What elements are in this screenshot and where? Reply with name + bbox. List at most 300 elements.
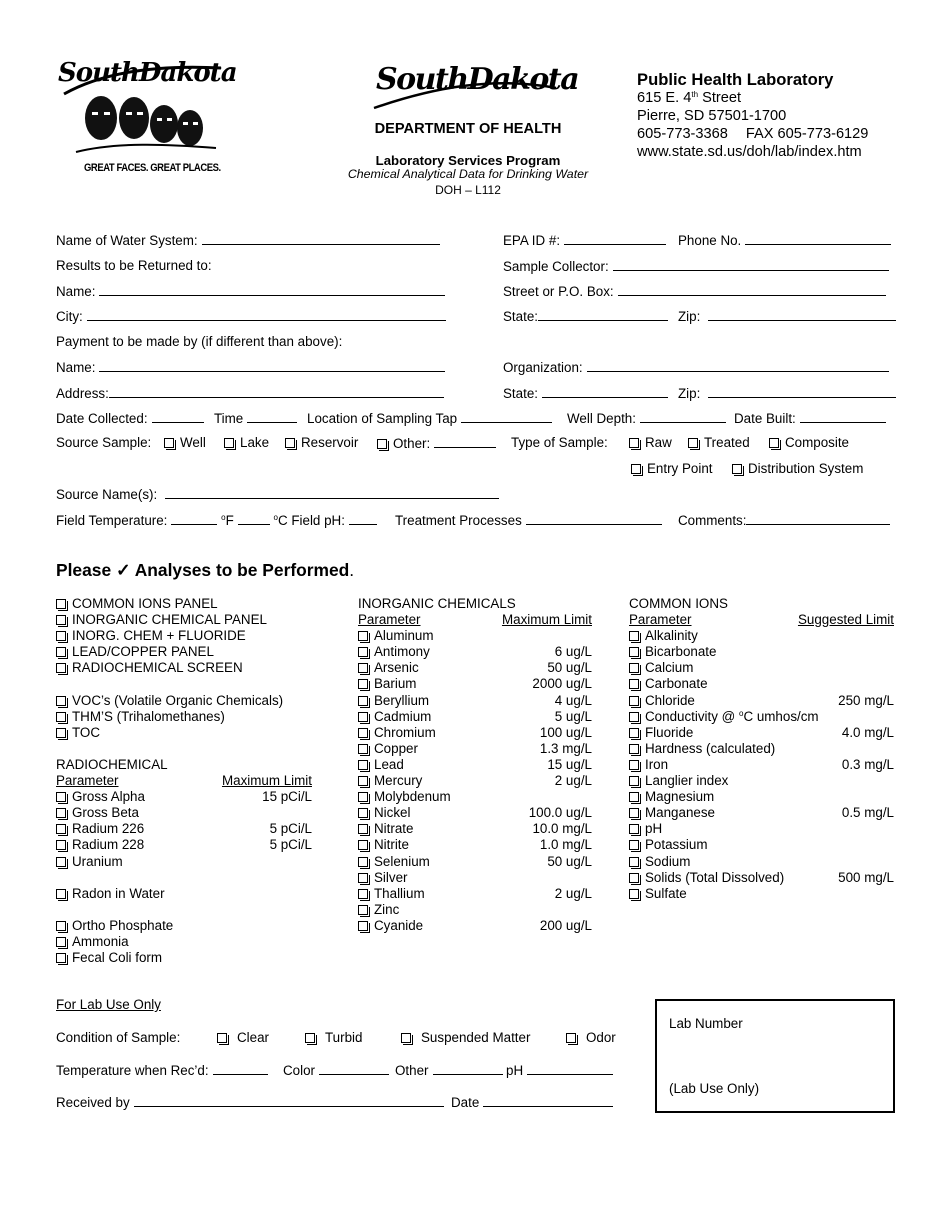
field-temp-label: Field Temperature: $^o$F $^o$C Field pH: [56, 512, 377, 528]
carbonate-checkbox-label: Carbonate [645, 676, 708, 692]
date-built-label: Date Built: [734, 410, 886, 426]
check-mark-icon: ✓ [115, 560, 131, 580]
date-lab-field[interactable] [483, 1094, 613, 1107]
gross-alpha-checkbox-limit: 15 pCi/L [262, 789, 312, 805]
uranium-checkbox[interactable] [56, 854, 312, 870]
clear-checkbox[interactable]: Clear [217, 1030, 269, 1045]
payer-state-field[interactable] [542, 385, 668, 398]
row-name2 [56, 359, 894, 377]
manganese-checkbox-limit: 0.5 mg/L [841, 805, 894, 821]
well-checkbox[interactable]: Well [164, 435, 206, 450]
lab-phone: 605-773-3368 [637, 126, 728, 142]
aluminum-checkbox-icon [358, 631, 368, 641]
row-source-sample [56, 435, 894, 453]
inorganic-chemical-panel-checkbox-label: INORGANIC CHEMICAL PANEL [72, 612, 267, 628]
field-temp-c-field[interactable] [238, 512, 270, 525]
uranium-checkbox-label: Uranium [72, 853, 123, 869]
date-lab-label: Date [451, 1094, 613, 1110]
city-field[interactable] [87, 308, 446, 321]
date-collected-label: Date Collected: [56, 410, 204, 426]
radiochemical-screen-checkbox[interactable] [56, 660, 312, 676]
common-ions-panel-checkbox[interactable] [56, 596, 312, 612]
manganese-checkbox-icon [629, 808, 639, 818]
lake-checkbox-icon [224, 438, 234, 448]
lab-number-box[interactable] [655, 999, 895, 1113]
lake-checkbox[interactable]: Lake [224, 435, 269, 450]
comments-label: Comments: [678, 512, 890, 528]
color-field[interactable] [319, 1062, 389, 1075]
molybdenum-checkbox[interactable] [358, 789, 592, 805]
common-ions-header: Parameter Suggested Limit [629, 612, 894, 628]
lab-address-sup: th [691, 90, 699, 99]
thallium-checkbox[interactable] [358, 886, 592, 902]
zip-field[interactable] [708, 308, 896, 321]
lab-address-street: Street [698, 90, 742, 106]
color-label: Color [283, 1062, 389, 1078]
lab-address-number: 615 E. 4 [637, 90, 692, 106]
ph-lab-label: pH [506, 1062, 613, 1078]
arsenic-checkbox[interactable] [358, 660, 592, 676]
inorg-chem-fluoride-checkbox-label: INORG. CHEM + FLUORIDE [72, 628, 246, 644]
cadmium-checkbox-label: Cadmium [374, 708, 432, 724]
payer-name-field[interactable] [99, 359, 445, 372]
well-depth-label: Well Depth: [567, 410, 726, 426]
gross-alpha-checkbox-icon [56, 792, 66, 802]
other-lab-label: Other [395, 1062, 503, 1078]
beryllium-checkbox[interactable] [358, 693, 592, 709]
other-checkbox[interactable]: Other: [377, 435, 496, 451]
thallium-checkbox-limit: 2 ug/L [554, 885, 592, 901]
cyanide-checkbox-limit: 200 ug/L [539, 917, 592, 933]
barium-checkbox-icon [358, 679, 368, 689]
lab-name: Public Health Laboratory [637, 70, 834, 89]
row-payment [56, 334, 894, 352]
date-collected-field[interactable] [152, 410, 204, 423]
lab-fax: FAX 605-773-6129 [745, 126, 869, 142]
chromium-checkbox[interactable] [358, 725, 592, 741]
results-returned-label: Results to be Returned to: [56, 258, 212, 273]
barium-checkbox[interactable] [358, 676, 592, 692]
thm-s-trihalomethanes-checkbox[interactable] [56, 709, 312, 725]
gross-beta-checkbox[interactable] [56, 805, 312, 821]
radiochemical-screen-checkbox-icon [56, 663, 66, 673]
clear-checkbox-icon [217, 1033, 227, 1043]
phone-no-label: Phone No. [678, 232, 891, 248]
entry-point-checkbox[interactable]: Entry Point [631, 461, 713, 476]
payer-name-label: Name: [56, 359, 445, 375]
iron-checkbox-limit: 0.3 mg/L [841, 756, 894, 772]
other-source-field[interactable] [434, 435, 496, 448]
deg-c-sup: o [273, 513, 278, 522]
payer-state-label: State: [503, 385, 668, 401]
department-title: DEPARTMENT OF HEALTH [374, 121, 562, 137]
sodium-checkbox[interactable] [629, 854, 894, 870]
lab-use-only-label: (Lab Use Only) [669, 1081, 760, 1096]
gross-alpha-checkbox[interactable] [56, 789, 312, 805]
lab-address-line2: Pierre, SD 57501-1700 [637, 108, 787, 124]
thallium-checkbox-icon [358, 889, 368, 899]
radium-226-checkbox-limit: 5 pCi/L [269, 821, 312, 837]
lead-copper-panel-checkbox[interactable] [56, 644, 312, 660]
copper-checkbox-limit: 1.3 mg/L [539, 740, 592, 756]
chloride-checkbox-icon [629, 696, 639, 706]
analyses-heading: Please ✓ Analyses to be Performed. [56, 560, 355, 580]
location-tap-label: Location of Sampling Tap [307, 410, 552, 426]
sample-collector-field[interactable] [613, 258, 889, 271]
logo-left-script: SouthDakota [58, 58, 237, 88]
nitrite-checkbox[interactable] [358, 837, 592, 853]
state-logo-center [372, 58, 579, 114]
distribution-system-checkbox[interactable]: Distribution System [732, 461, 863, 476]
row-address [56, 385, 894, 403]
entry-point-checkbox-icon [631, 464, 641, 474]
payer-address-label: Address: [56, 385, 444, 401]
c-field-ph-label: C Field pH: [277, 513, 345, 528]
deg-f-sup: o [221, 513, 226, 522]
molybdenum-checkbox-icon [358, 792, 368, 802]
treatment-field[interactable] [526, 512, 662, 525]
manganese-checkbox-label: Manganese [645, 805, 715, 821]
copper-checkbox[interactable] [358, 741, 592, 757]
lead-checkbox-label: Lead [374, 756, 404, 772]
ph-checkbox-label: pH [645, 821, 663, 837]
payer-address-field[interactable] [109, 385, 444, 398]
magnesium-checkbox[interactable] [629, 789, 894, 805]
street-po-field[interactable] [618, 283, 886, 296]
barium-checkbox-label: Barium [374, 676, 417, 692]
odor-checkbox-icon [566, 1033, 576, 1043]
selenium-checkbox-limit: 50 ug/L [547, 853, 592, 869]
common-ions-title: COMMON IONS [629, 596, 728, 611]
radiochemical-title: RADIOCHEMICAL [56, 756, 168, 772]
lab-website[interactable]: www.state.sd.us/doh/lab/index.htm [637, 144, 862, 160]
row-city [56, 308, 894, 326]
mercury-checkbox-icon [358, 776, 368, 786]
cadmium-checkbox-limit: 5 ug/L [554, 708, 592, 724]
composite-checkbox-icon [769, 438, 779, 448]
form-code: DOH – L112 [435, 183, 501, 197]
organization-label: Organization: [503, 359, 889, 375]
raw-checkbox[interactable]: Raw [629, 435, 672, 450]
radium-228-checkbox-label: Radium 228 [72, 837, 145, 853]
inorganic-column [358, 596, 592, 934]
sample-collector-label: Sample Collector: [503, 258, 889, 274]
bicarbonate-checkbox[interactable] [629, 644, 894, 660]
sodium-checkbox-icon [629, 857, 639, 867]
fecal-coli-form-checkbox-icon [56, 953, 66, 963]
fluoride-checkbox-label: Fluoride [645, 724, 694, 740]
nitrate-checkbox-icon [358, 824, 368, 834]
radium-228-checkbox-icon [56, 840, 66, 850]
carbonate-checkbox[interactable] [629, 676, 894, 692]
zinc-checkbox-icon [358, 905, 368, 915]
aluminum-checkbox[interactable] [358, 628, 592, 644]
type-of-sample-label: Type of Sample: [511, 435, 608, 450]
fecal-coli-form-checkbox[interactable] [56, 950, 312, 966]
nickel-checkbox-limit: 100.0 ug/L [528, 805, 592, 821]
payment-label: Payment to be made by (if different than above): [56, 334, 343, 349]
chloride-checkbox[interactable] [629, 693, 894, 709]
nitrite-checkbox-icon [358, 840, 368, 850]
solids-total-dissolved-checkbox[interactable] [629, 870, 894, 886]
beryllium-checkbox-limit: 4 ug/L [554, 692, 592, 708]
arsenic-checkbox-label: Arsenic [374, 660, 419, 676]
date-built-field[interactable] [800, 410, 886, 423]
treated-checkbox-icon [688, 438, 698, 448]
chromium-checkbox-limit: 100 ug/L [539, 724, 592, 740]
received-by-label: Received by [56, 1094, 444, 1110]
water-system-field[interactable] [202, 232, 440, 245]
fecal-coli-form-checkbox-label: Fecal Coli form [72, 950, 163, 966]
treatment-label: Treatment Processes [395, 512, 662, 528]
ortho-phosphate-checkbox[interactable] [56, 918, 312, 934]
potassium-checkbox-icon [629, 840, 639, 850]
radium-226-checkbox-icon [56, 824, 66, 834]
thm-s-trihalomethanes-checkbox-label: THM’S (Trihalomethanes) [72, 708, 225, 724]
thallium-checkbox-label: Thallium [374, 885, 425, 901]
state-field[interactable] [538, 308, 668, 321]
other-checkbox-icon [377, 439, 387, 449]
carbonate-checkbox-icon [629, 679, 639, 689]
comments-field[interactable] [746, 512, 890, 525]
temp-recd-label: Temperature when Rec’d: [56, 1062, 268, 1078]
lead-checkbox[interactable] [358, 757, 592, 773]
time-label: Time [214, 410, 297, 426]
zinc-checkbox[interactable] [358, 902, 592, 918]
selenium-checkbox[interactable] [358, 854, 592, 870]
lead-checkbox-icon [358, 760, 368, 770]
magnesium-checkbox-icon [629, 792, 639, 802]
row-source-names [56, 486, 894, 504]
cyanide-checkbox-icon [358, 921, 368, 931]
row-date-collected [56, 410, 894, 428]
hardness-calculated-checkbox[interactable] [629, 741, 894, 757]
silver-checkbox-label: Silver [374, 869, 408, 885]
calcium-checkbox[interactable] [629, 660, 894, 676]
inorganic-chemical-panel-checkbox-icon [56, 615, 66, 625]
langlier-index-checkbox-label: Langlier index [645, 773, 729, 789]
phone-no-field[interactable] [745, 232, 891, 245]
turbid-checkbox-icon [305, 1033, 315, 1043]
condition-label: Condition of Sample: [56, 1030, 181, 1045]
reservoir-checkbox-icon [285, 438, 295, 448]
ammonia-checkbox[interactable] [56, 934, 312, 950]
nitrate-checkbox-limit: 10.0 mg/L [532, 821, 592, 837]
mercury-checkbox-label: Mercury [374, 773, 423, 789]
manganese-checkbox[interactable] [629, 805, 894, 821]
silver-checkbox[interactable] [358, 870, 592, 886]
zinc-checkbox-label: Zinc [374, 901, 400, 917]
fluoride-checkbox-limit: 4.0 mg/L [841, 724, 894, 740]
zip-label: Zip: [678, 308, 896, 324]
lead-copper-panel-checkbox-icon [56, 647, 66, 657]
antimony-checkbox-label: Antimony [374, 644, 430, 660]
radon-checkbox-icon [56, 889, 66, 899]
received-by-field[interactable] [134, 1094, 444, 1107]
magnesium-checkbox-label: Magnesium [645, 789, 715, 805]
payer-zip-field[interactable] [708, 385, 896, 398]
nitrate-checkbox-label: Nitrate [374, 821, 414, 837]
state-label: State: [503, 308, 668, 324]
radiochemical-screen-checkbox-label: RADIOCHEMICAL SCREEN [72, 660, 243, 676]
mercury-checkbox-limit: 2 ug/L [554, 773, 592, 789]
source-sample-label: Source Sample: [56, 435, 152, 450]
street-po-label: Street or P.O. Box: [503, 283, 886, 299]
selenium-checkbox-icon [358, 857, 368, 867]
lead-copper-panel-checkbox-label: LEAD/COPPER PANEL [72, 644, 214, 660]
well-depth-field[interactable] [640, 410, 726, 423]
row-results [56, 258, 894, 276]
city-label: City: [56, 308, 446, 324]
epa-id-label: EPA ID #: [503, 232, 666, 248]
langlier-index-checkbox[interactable] [629, 773, 894, 789]
common-ions-panel-checkbox-label: COMMON IONS PANEL [72, 596, 218, 611]
langlier-index-checkbox-icon [629, 776, 639, 786]
sulfate-checkbox-icon [629, 889, 639, 899]
logo-center-script: SouthDakota [376, 62, 579, 97]
silver-checkbox-icon [358, 873, 368, 883]
inorganic-header: Parameter Maximum Limit [358, 612, 592, 628]
chloride-checkbox-label: Chloride [645, 692, 695, 708]
source-names-field[interactable] [165, 486, 499, 499]
toc-checkbox-icon [56, 728, 66, 738]
state-logo-left [56, 56, 237, 181]
cyanide-checkbox[interactable] [358, 918, 592, 934]
arsenic-checkbox-icon [358, 663, 368, 673]
potassium-checkbox[interactable] [629, 837, 894, 853]
ammonia-checkbox-label: Ammonia [72, 933, 129, 949]
nickel-checkbox-label: Nickel [374, 805, 411, 821]
mercury-checkbox[interactable] [358, 773, 592, 789]
chromium-checkbox-label: Chromium [374, 724, 436, 740]
other-lab-field[interactable] [433, 1062, 503, 1075]
solids-total-dissolved-checkbox-icon [629, 873, 639, 883]
iron-checkbox-label: Iron [645, 756, 669, 772]
gross-alpha-checkbox-label: Gross Alpha [72, 789, 145, 805]
name-field[interactable] [99, 283, 445, 296]
beryllium-checkbox-icon [358, 696, 368, 706]
ammonia-checkbox-icon [56, 937, 66, 947]
sodium-checkbox-label: Sodium [645, 853, 691, 869]
molybdenum-checkbox-label: Molybdenum [374, 789, 451, 805]
inorg-chem-fluoride-checkbox-icon [56, 631, 66, 641]
chloride-checkbox-limit: 250 mg/L [838, 692, 894, 708]
field-temp-f-field[interactable] [171, 512, 217, 525]
cyanide-checkbox-label: Cyanide [374, 917, 424, 933]
beryllium-checkbox-label: Beryllium [374, 692, 430, 708]
toc-checkbox-label: TOC [72, 724, 101, 740]
radon-checkbox[interactable]: Radon in Water [56, 886, 312, 902]
row-name [56, 283, 894, 301]
source-names-label: Source Name(s): [56, 486, 499, 502]
ph-checkbox[interactable] [629, 821, 894, 837]
gross-beta-checkbox-label: Gross Beta [72, 805, 139, 821]
iron-checkbox-icon [629, 760, 639, 770]
nickel-checkbox[interactable] [358, 805, 592, 821]
conductivity-checkbox[interactable] [629, 709, 894, 725]
voc-s-volatile-organic-chemicals-checkbox-label: VOC’s (Volatile Organic Chemicals) [72, 692, 284, 708]
fluoride-checkbox[interactable] [629, 725, 894, 741]
location-tap-field[interactable] [461, 410, 552, 423]
panels-column [56, 596, 312, 966]
uranium-checkbox-icon [56, 857, 66, 867]
alkalinity-checkbox-icon [629, 631, 639, 641]
turbid-checkbox[interactable]: Turbid [305, 1030, 362, 1045]
cadmium-checkbox-icon [358, 712, 368, 722]
voc-s-volatile-organic-chemicals-checkbox[interactable] [56, 693, 312, 709]
toc-checkbox[interactable] [56, 725, 312, 741]
name-label: Name: [56, 283, 445, 299]
lab-number-label: Lab Number [669, 1016, 743, 1031]
nickel-checkbox-icon [358, 808, 368, 818]
iron-checkbox[interactable] [629, 757, 894, 773]
water-system-label: Name of Water System: [56, 232, 440, 248]
row-entry-point [56, 461, 894, 479]
suspended-checkbox-icon [401, 1033, 411, 1043]
barium-checkbox-limit: 2000 ug/L [532, 676, 592, 692]
ph-checkbox-icon [629, 824, 639, 834]
form-subtitle: Chemical Analytical Data for Drinking Water [347, 167, 589, 181]
nitrite-checkbox-label: Nitrite [374, 837, 409, 853]
composite-checkbox[interactable]: Composite [769, 435, 849, 450]
bicarbonate-checkbox-icon [629, 647, 639, 657]
solids-total-dissolved-checkbox-label: Solids (Total Dissolved) [645, 869, 785, 885]
radium-228-checkbox[interactable] [56, 837, 312, 853]
reservoir-checkbox[interactable]: Reservoir [285, 435, 358, 450]
alkalinity-checkbox-label: Alkalinity [645, 628, 698, 644]
nitrate-checkbox[interactable] [358, 821, 592, 837]
inorganic-chemical-panel-checkbox[interactable] [56, 612, 312, 628]
gross-beta-checkbox-icon [56, 808, 66, 818]
copper-checkbox-label: Copper [374, 740, 418, 756]
selenium-checkbox-label: Selenium [374, 853, 430, 869]
epa-id-field[interactable] [564, 232, 666, 245]
treated-checkbox[interactable]: Treated [688, 435, 750, 450]
raw-checkbox-icon [629, 438, 639, 448]
odor-checkbox[interactable]: Odor [566, 1030, 616, 1045]
antimony-checkbox-limit: 6 ug/L [554, 644, 592, 660]
ph-lab-field[interactable] [527, 1062, 613, 1075]
logo-left-tagline: GREAT FACES. GREAT PLACES. [84, 162, 221, 174]
fluoride-checkbox-icon [629, 728, 639, 738]
bicarbonate-checkbox-label: Bicarbonate [645, 644, 717, 660]
common-ions-panel-checkbox-icon [56, 599, 66, 609]
voc-s-volatile-organic-chemicals-checkbox-icon [56, 696, 66, 706]
time-field[interactable] [247, 410, 297, 423]
antimony-checkbox-icon [358, 647, 368, 657]
cadmium-checkbox[interactable] [358, 709, 592, 725]
copper-checkbox-icon [358, 744, 368, 754]
nitrite-checkbox-limit: 1.0 mg/L [539, 837, 592, 853]
conductivity-label: Conductivity @ $^o$C umhos/cm [645, 708, 819, 724]
chromium-checkbox-icon [358, 728, 368, 738]
solids-total-dissolved-checkbox-limit: 500 mg/L [838, 869, 894, 885]
sulfate-checkbox[interactable] [629, 886, 894, 902]
temp-recd-field[interactable] [213, 1062, 268, 1075]
row-field-temp [56, 512, 894, 530]
antimony-checkbox[interactable] [358, 644, 592, 660]
inorg-chem-fluoride-checkbox[interactable] [56, 628, 312, 644]
suspended-checkbox[interactable]: Suspended Matter [401, 1030, 530, 1045]
radium-226-checkbox-label: Radium 226 [72, 821, 145, 837]
f-unit: F [225, 513, 234, 528]
radiochemical-header: Parameter Maximum Limit [56, 773, 312, 789]
alkalinity-checkbox[interactable] [629, 628, 894, 644]
field-ph-field[interactable] [349, 512, 377, 525]
lab-contact-block [637, 71, 868, 161]
radium-226-checkbox[interactable] [56, 821, 312, 837]
organization-field[interactable] [587, 359, 889, 372]
